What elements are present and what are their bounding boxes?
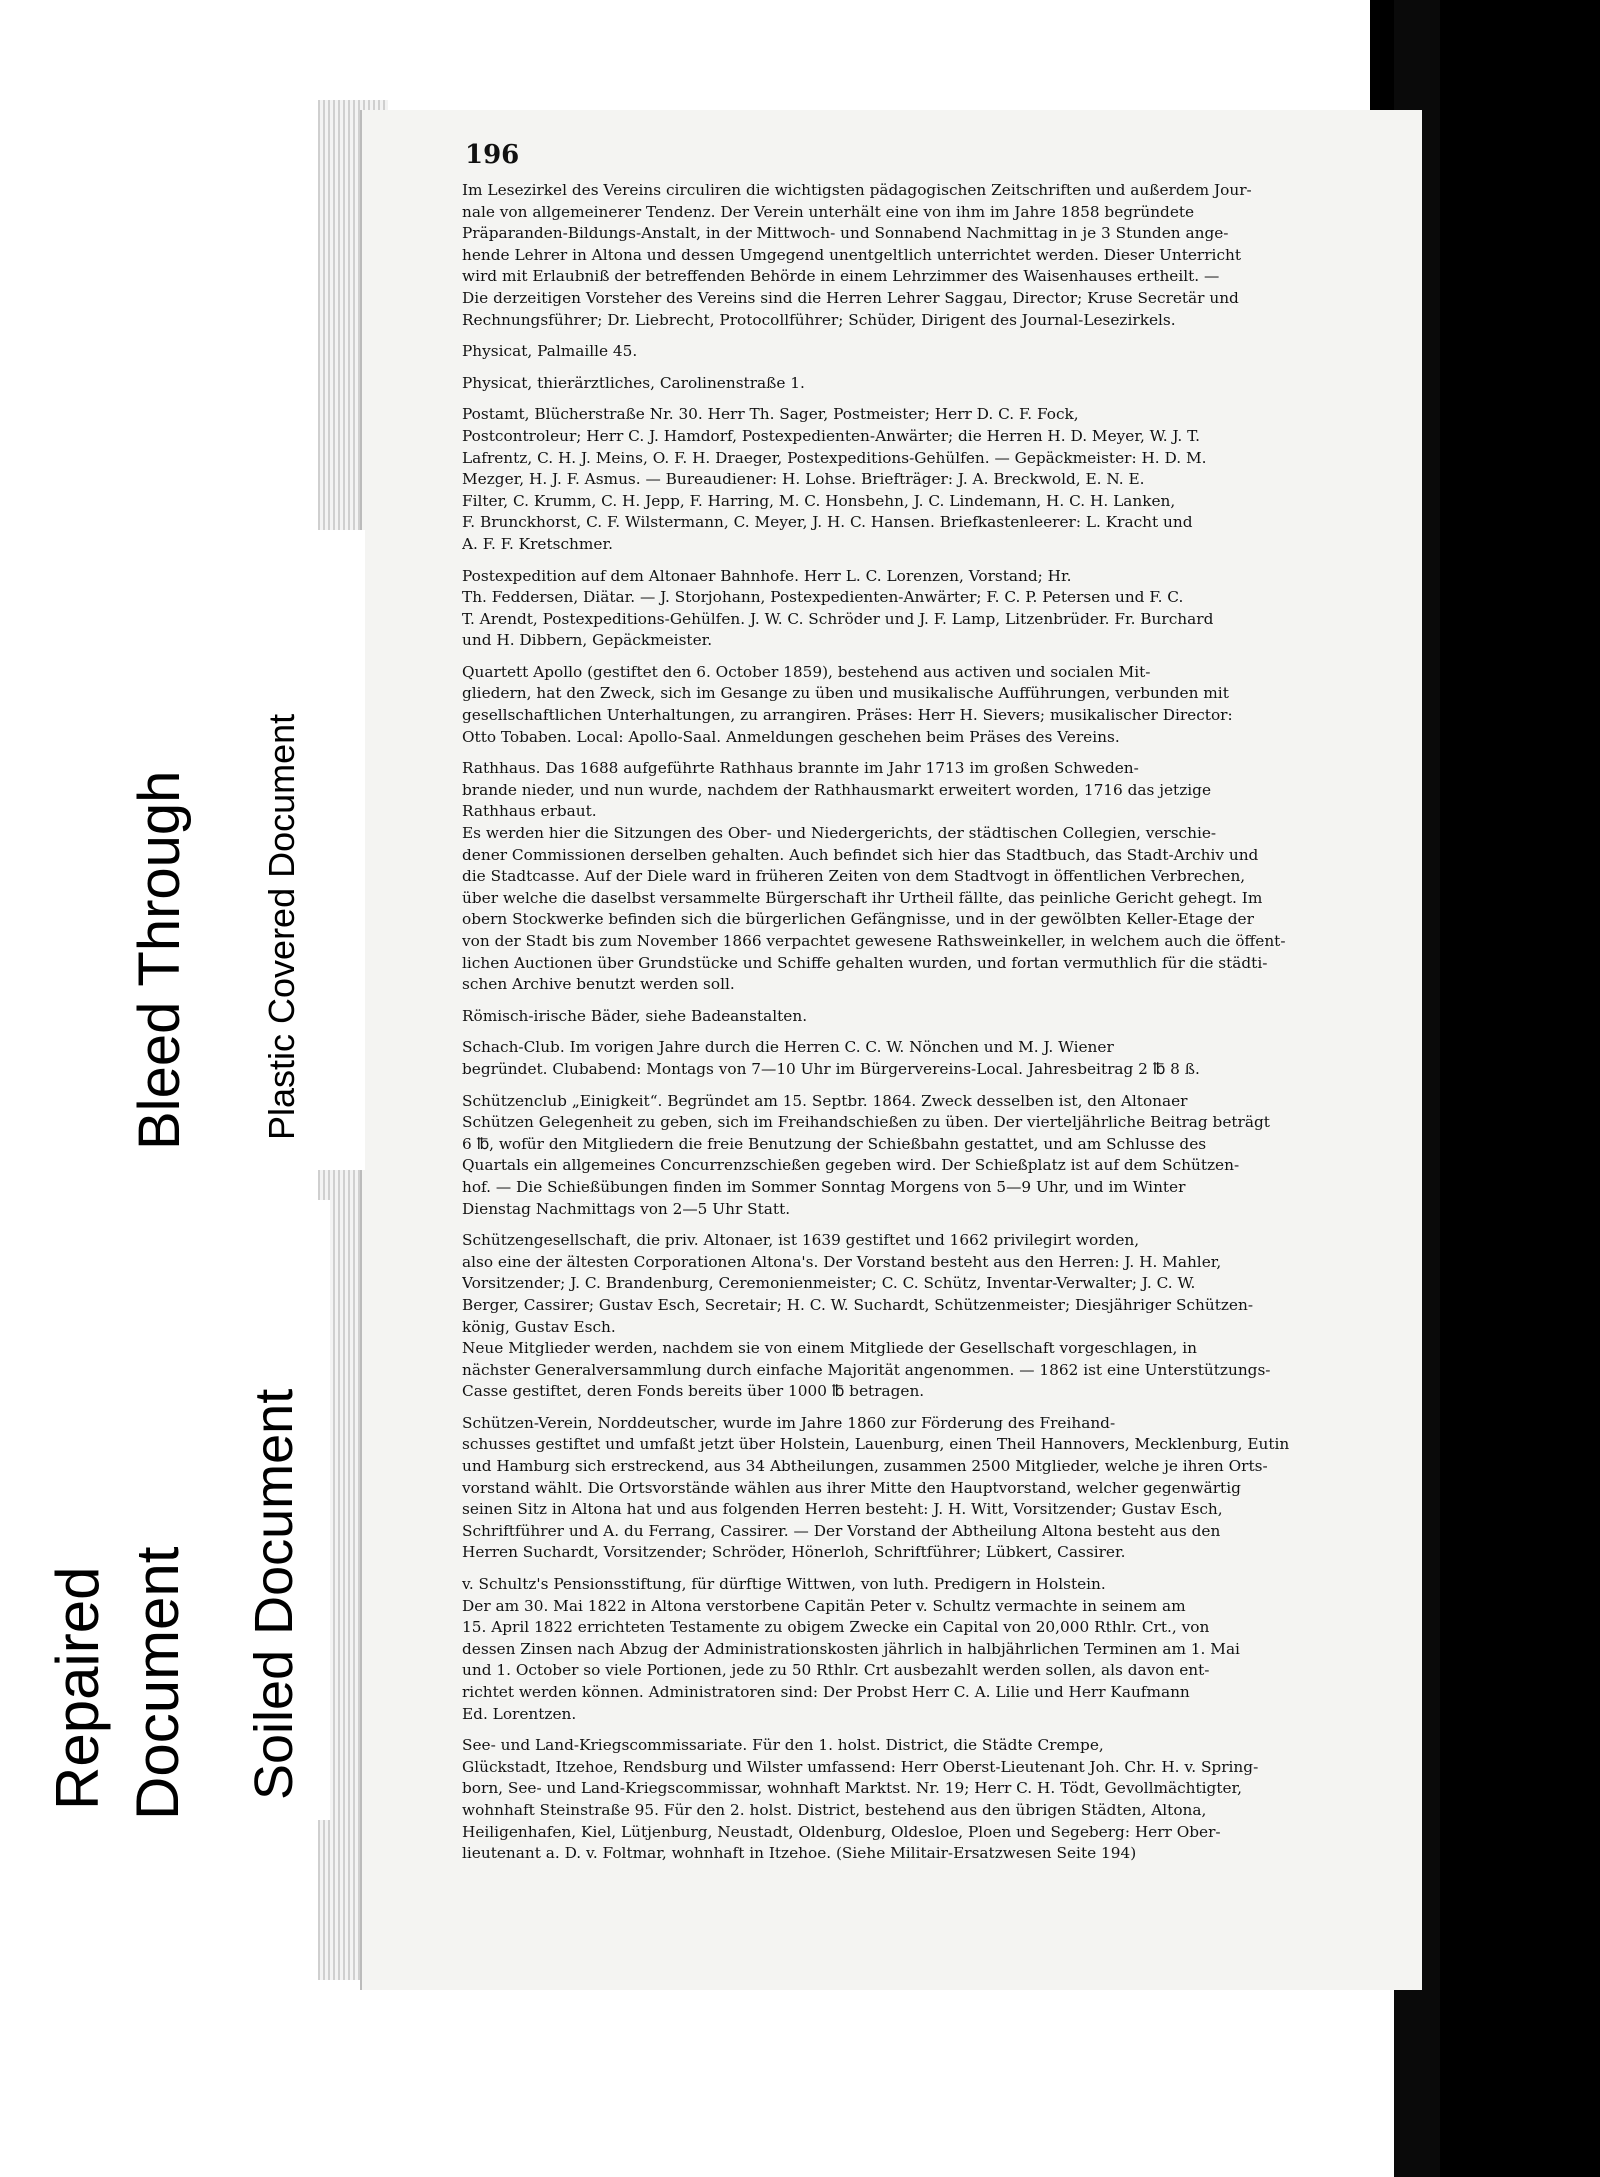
text-line: Der am 30. Mai 1822 in Altona verstorbene Capitän Peter v. Schultz vermachte in seinem am [462, 1596, 1186, 1615]
text-line: Quartals ein allgemeines Concurrenzschießen gegeben wird. Der Schießplatz ist auf dem Schützen- [462, 1156, 1240, 1175]
text-line: gesellschaftlichen Unterhaltungen, zu arrangiren. Präses: Herr H. Sievers; musikalischer Director: [462, 706, 1233, 725]
text-line: brande nieder, und nun wurde, nachdem der Rathhausmarkt erweitert worden, 1716 das jetzige [462, 780, 1212, 799]
text-line: nächster Generalversammlung durch einfache Majorität angenommen. — 1862 ist eine Unterstützungs- [462, 1360, 1271, 1379]
text-line: born, See- und Land-Kriegscommissar, wohnhaft Marktst. Nr. 19; Herr C. H. Tödt, Gevollmächtigter, [462, 1779, 1243, 1798]
text-line: Schach-Club. Im vorigen Jahre durch die Herren C. C. W. Nönchen und M. J. Wiener [462, 1038, 1114, 1057]
scan-border-top [1370, 0, 1394, 110]
entry-physicat-thier [462, 373, 1362, 395]
text-line: Postexpedition auf dem Altonaer Bahnhofe. Herr L. C. Lorenzen, Vorstand; Hr. [462, 566, 1072, 585]
text-line: Mezger, H. J. F. Asmus. — Bureaudiener: H. Lohse. Briefträger: J. A. Breckwold, E. N. E. [462, 470, 1145, 489]
text-line: über welche die daselbst versammelte Bürgerschaft ihr Urtheil fällte, das peinliche Gericht gehegt. Im [462, 888, 1263, 907]
entry-roemisch [462, 1006, 1362, 1028]
text-line: hende Lehrer in Altona und dessen Umgegend unentgeltlich unterrichtet werden. Dieser Unterricht [462, 245, 1242, 264]
text-line: v. Schultz's Pensionsstiftung, für dürftige Wittwen, von luth. Predigern in Holstein. [462, 1575, 1106, 1594]
text-line: die Stadtcasse. Auf der Diele ward in früheren Zeiten von dem Stadtvogt in öffentlichen Verbrechen, [462, 867, 1246, 886]
text-line: Vorsitzender; J. C. Brandenburg, Ceremonienmeister; C. C. Schütz, Inventar-Verwalter; J. C. W. [462, 1274, 1196, 1293]
text-line: von der Stadt bis zum November 1866 verpachtet gewesene Rathsweinkeller, in welchem auch die öffent- [462, 932, 1286, 950]
text-line: Herren Suchardt, Vorsitzender; Schröder, Hönerloh, Schriftführer; Lübkert, Cassirer. [462, 1543, 1126, 1562]
text-line: Filter, C. Krumm, C. H. Jepp, F. Harring, M. C. Honsbehn, J. C. Lindemann, H. C. H. Lanken, [462, 491, 1176, 510]
text-line: und Hamburg sich erstreckend, aus 34 Abtheilungen, zusammen 2500 Mitglieder, welche je ihren Orts- [462, 1457, 1268, 1476]
text-line: Physicat, Palmaille 45. [462, 342, 638, 361]
text-line: Die derzeitigen Vorsteher des Vereins sind die Herren Lehrer Saggau, Director; Kruse Secretär und [462, 288, 1239, 307]
text-line: richtet werden können. Administratoren sind: Der Probst Herr C. A. Lilie und Herr Kaufmann [462, 1683, 1190, 1701]
page-number: 196 [465, 140, 520, 170]
text-line: Ed. Lorentzen. [462, 1704, 577, 1723]
text-line: Th. Feddersen, Diätar. — J. Storjohann, Postexpedienten-Anwärter; F. C. P. Petersen und F. C. [462, 588, 1184, 607]
text-line: wird mit Erlaubniß der betreffenden Behörde in einem Lehrzimmer des Waisenhauses ertheilt. — [462, 267, 1220, 286]
text-line: seinen Sitz in Altona hat und aus folgenden Herren besteht: J. H. Witt, Vorsitzender; Gustav Esch, [462, 1500, 1223, 1519]
text-line: Lafrentz, C. H. J. Meins, O. F. H. Draeger, Postexpeditions-Gehülfen. — Gepäckmeister: H. D. M. [462, 448, 1207, 467]
entry-rathhaus [462, 758, 1362, 996]
text-line: Neue Mitglieder werden, nachdem sie von einem Mitgliede der Gesellschaft vorgeschlagen, in [462, 1339, 1198, 1358]
entry-kriegscommissariate [462, 1735, 1362, 1865]
text-line: schusses gestiftet und umfaßt jetzt über Holstein, Lauenburg, einen Theil Hannovers, Mecklenburg, Eutin [462, 1435, 1290, 1454]
label-document: Document [124, 1546, 191, 1820]
text-line: 6 ℔, wofür den Mitgliedern die freie Benutzung der Schießbahn gestattet, und am Schlusse des [462, 1134, 1207, 1153]
text-line: Otto Tobaben. Local: Apollo-Saal. Anmeldungen geschehen beim Präses des Vereins. [462, 727, 1120, 746]
text-line: wohnhaft Steinstraße 95. Für den 2. holst. District, bestehend aus den übrigen Städten, Altona, [462, 1800, 1207, 1819]
text-line: könig, Gustav Esch. [462, 1317, 616, 1336]
entry-lesezirkel [462, 180, 1362, 331]
text-line: nale von allgemeinerer Tendenz. Der Verein unterhält eine von ihm im Jahre 1858 begründete [462, 202, 1195, 221]
entry-schuetzenverein [462, 1413, 1362, 1564]
entry-physicat [462, 341, 1362, 363]
text-line: Es werden hier die Sitzungen des Ober- und Niedergerichts, der städtischen Collegien, verschie- [462, 824, 1217, 843]
text-line: Im Lesezirkel des Vereins circuliren die wichtigsten pädagogischen Zeitschriften und außerdem Jour- [462, 181, 1252, 199]
text-line: Rathhaus erbaut. [462, 802, 597, 821]
text-line: also eine der ältesten Corporationen Altona's. Der Vorstand besteht aus den Herren: J. H. Mahler, [462, 1252, 1222, 1271]
text-line: Postamt, Blücherstraße Nr. 30. Herr Th. Sager, Postmeister; Herr D. C. F. Fock, [462, 405, 1079, 424]
text-line: Römisch-irische Bäder, siehe Badeanstalten. [462, 1006, 808, 1025]
text-line: Berger, Cassirer; Gustav Esch, Secretair; H. C. W. Suchardt, Schützenmeister; Diesjähriger Schützen- [462, 1295, 1254, 1314]
entry-schultz [462, 1574, 1362, 1725]
text-line: Dienstag Nachmittags von 2—5 Uhr Statt. [462, 1199, 791, 1218]
text-line: und 1. October so viele Portionen, jede zu 50 Rthlr. Crt ausbezahlt werden sollen, als davon ent- [462, 1661, 1210, 1680]
text-line: Glückstadt, Itzehoe, Rendsburg und Wilster umfassend: Herr Oberst-Lieutenant Joh. Chr. H. v. Spring- [462, 1757, 1259, 1776]
entry-schach [462, 1037, 1362, 1080]
text-line: Schützen Gelegenheit zu geben, sich im Freihandschießen zu üben. Der vierteljährliche Beitrag beträgt [462, 1113, 1270, 1132]
label-bleed-through: Bleed Through [127, 770, 192, 1150]
text-line: Schützengesellschaft, die priv. Altonaer, ist 1639 gestiftet und 1662 privilegirt worden, [462, 1231, 1140, 1250]
entry-postamt [462, 404, 1362, 555]
text-line: A. F. F. Kretschmer. [462, 534, 613, 553]
entry-schuetzengesellschaft [462, 1230, 1362, 1403]
label-plastic-covered: Plastic Covered Document [261, 713, 302, 1140]
text-line: 15. April 1822 errichteten Testamente zu obigem Zwecke ein Capital von 20,000 Rthlr. Crt., von [462, 1618, 1210, 1637]
text-line: hof. — Die Schießübungen finden im Sommer Sonntag Morgens von 5—9 Uhr, und im Winter [462, 1177, 1186, 1196]
text-line: T. Arendt, Postexpeditions-Gehülfen. J. W. C. Schröder und J. F. Lamp, Litzenbrüder. Fr. Burchard [462, 609, 1214, 628]
text-line: Rechnungsführer; Dr. Liebrecht, Protocollführer; Schüder, Dirigent des Journal-Lesezirkels. [462, 310, 1176, 329]
text-line: obern Stockwerke befinden sich die bürgerlichen Gefängnisse, und in der gewölbten Keller-Etage der [462, 910, 1254, 929]
text-line: dessen Zinsen nach Abzug der Administrationskosten jährlich in halbjährlichen Terminen am 1. Mai [462, 1639, 1240, 1658]
text-line: und H. Dibbern, Gepäckmeister. [462, 631, 713, 650]
text-line: gliedern, hat den Zweck, sich im Gesange zu üben und musikalische Aufführungen, verbunden mit [462, 684, 1229, 703]
text-line: Schützen-Verein, Norddeutscher, wurde im Jahre 1860 zur Förderung des Freihand- [462, 1413, 1116, 1432]
scan-border-right [1440, 0, 1600, 2177]
text-line: Heiligenhafen, Kiel, Lütjenburg, Neustadt, Oldenburg, Oldesloe, Ploen und Segeberg: Herr Ober- [462, 1822, 1221, 1841]
text-line: F. Brunckhorst, C. F. Wilstermann, C. Meyer, J. H. C. Hansen. Briefkastenleerer: L. Kracht und [462, 513, 1193, 532]
text-line: lieutenant a. D. v. Foltmar, wohnhaft in Itzehoe. (Siehe Militair-Ersatzwesen Seite 194) [462, 1844, 1137, 1863]
text-line: Postcontroleur; Herr C. J. Hamdorf, Postexpedienten-Anwärter; die Herren H. D. Meyer, W. J. T. [462, 426, 1200, 445]
text-line: Rathhaus. Das 1688 aufgeführte Rathhaus brannte im Jahr 1713 im großen Schweden- [462, 759, 1139, 778]
label-repaired: Repaired [44, 1566, 111, 1810]
text-line: Präparanden-Bildungs-Anstalt, in der Mittwoch- und Sonnabend Nachmittag in je 3 Stunden ange- [462, 224, 1229, 243]
text-line: See- und Land-Kriegscommissariate. Für den 1. holst. District, die Städte Crempe, [462, 1736, 1104, 1755]
entry-postexpedition [462, 566, 1362, 652]
text-line: begründet. Clubabend: Montags von 7—10 Uhr im Bürgervereins-Local. Jahresbeitrag 2 ℔ 8 ß. [462, 1059, 1200, 1078]
text-line: vorstand wählt. Die Ortsvorstände wählen aus ihrer Mitte den Hauptvorstand, welcher gegenwärtig [462, 1478, 1241, 1497]
page-text [462, 180, 1362, 1875]
text-line: Physicat, thierärztliches, Carolinenstraße 1. [462, 373, 805, 392]
text-line: Quartett Apollo (gestiftet den 6. October 1859), bestehend aus activen und socialen Mit- [462, 662, 1151, 681]
entry-schuetzenclub [462, 1091, 1362, 1221]
text-line: Schriftführer und A. du Ferrang, Cassirer. — Der Vorstand der Abtheilung Altona besteht aus den [462, 1521, 1221, 1540]
text-line: schen Archive benutzt werden soll. [462, 975, 735, 994]
text-line: dener Commissionen derselben gehalten. Auch befindet sich hier das Stadtbuch, das Stadt-Archiv und [462, 845, 1259, 864]
label-soiled: Soiled Document [244, 1388, 304, 1800]
text-line: lichen Auctionen über Grundstücke und Schiffe gehalten wurden, und fortan vermuthlich für die städti- [462, 953, 1268, 972]
entry-quartett [462, 662, 1362, 748]
text-line: Casse gestiftet, deren Fonds bereits über 1000 ℔ betragen. [462, 1382, 925, 1401]
text-line: Schützenclub „Einigkeit“. Begründet am 15. Septbr. 1864. Zweck desselben ist, den Altonaer [462, 1091, 1188, 1110]
